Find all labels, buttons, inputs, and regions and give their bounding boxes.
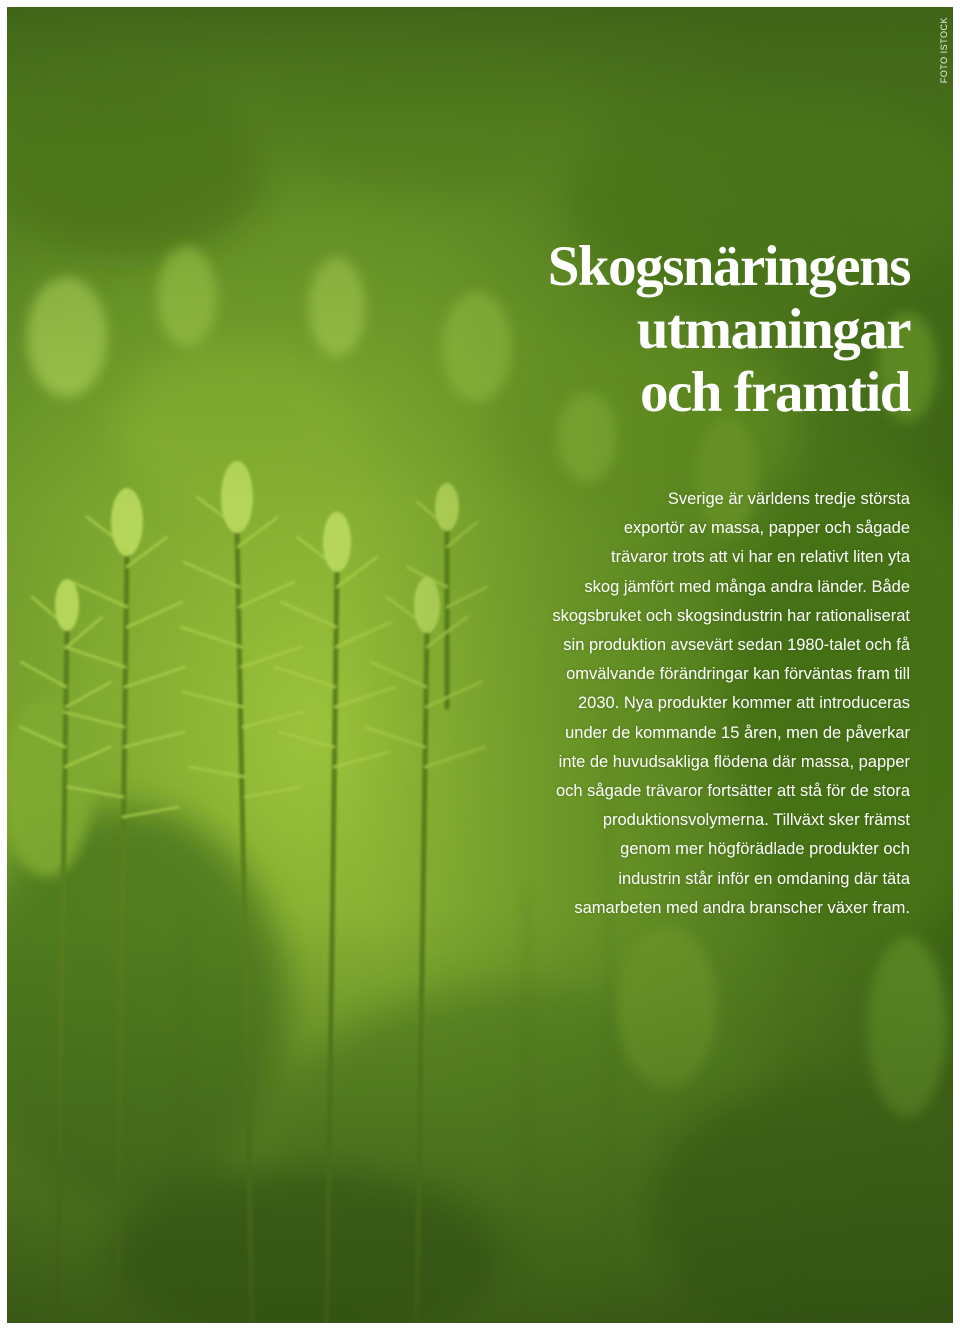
body-line: sin produktion avsevärt sedan 1980-talet och få	[563, 636, 910, 655]
body-line: omvälvande förändringar kan förväntas fram till	[566, 665, 910, 684]
body-line: Sverige är världens tredje största	[667, 490, 910, 508]
page	[7, 7, 953, 1323]
body-line: trävaror trots att vi har en relativt liten yta	[611, 548, 910, 567]
headline-line: utmaningar	[636, 298, 910, 361]
body-line: produktionsvolymerna. Tillväxt sker främst	[602, 811, 910, 830]
body-line: exportör av massa, papper och sågade	[623, 519, 910, 538]
body-line: och sågade trävaror fortsätter att stå för de stora	[555, 782, 910, 801]
intro-paragraph	[552, 485, 910, 923]
body-line: samarbeten med andra branscher växer fram.	[574, 898, 910, 917]
headline-line: Skogsnäringens	[547, 235, 910, 298]
body-line: skogsbruket och skogsindustrin har rationaliserat	[552, 606, 910, 625]
body-line: inte de huvudsakliga flödena där massa, papper	[558, 752, 910, 771]
body-line: under de kommande 15 åren, men de påverkar	[565, 723, 910, 742]
body-line: skog jämfört med många andra länder. Både	[584, 577, 910, 596]
headline-line: och framtid	[639, 361, 910, 424]
photo-credit: FOTO ISTOCK	[939, 17, 949, 84]
body-line: genom mer högförädlade produkter och	[620, 840, 910, 859]
body-line: 2030. Nya produkter kommer att introduceras	[578, 694, 910, 713]
headline	[548, 235, 910, 424]
body-line: industrin står inför en omdaning där täta	[618, 869, 910, 888]
